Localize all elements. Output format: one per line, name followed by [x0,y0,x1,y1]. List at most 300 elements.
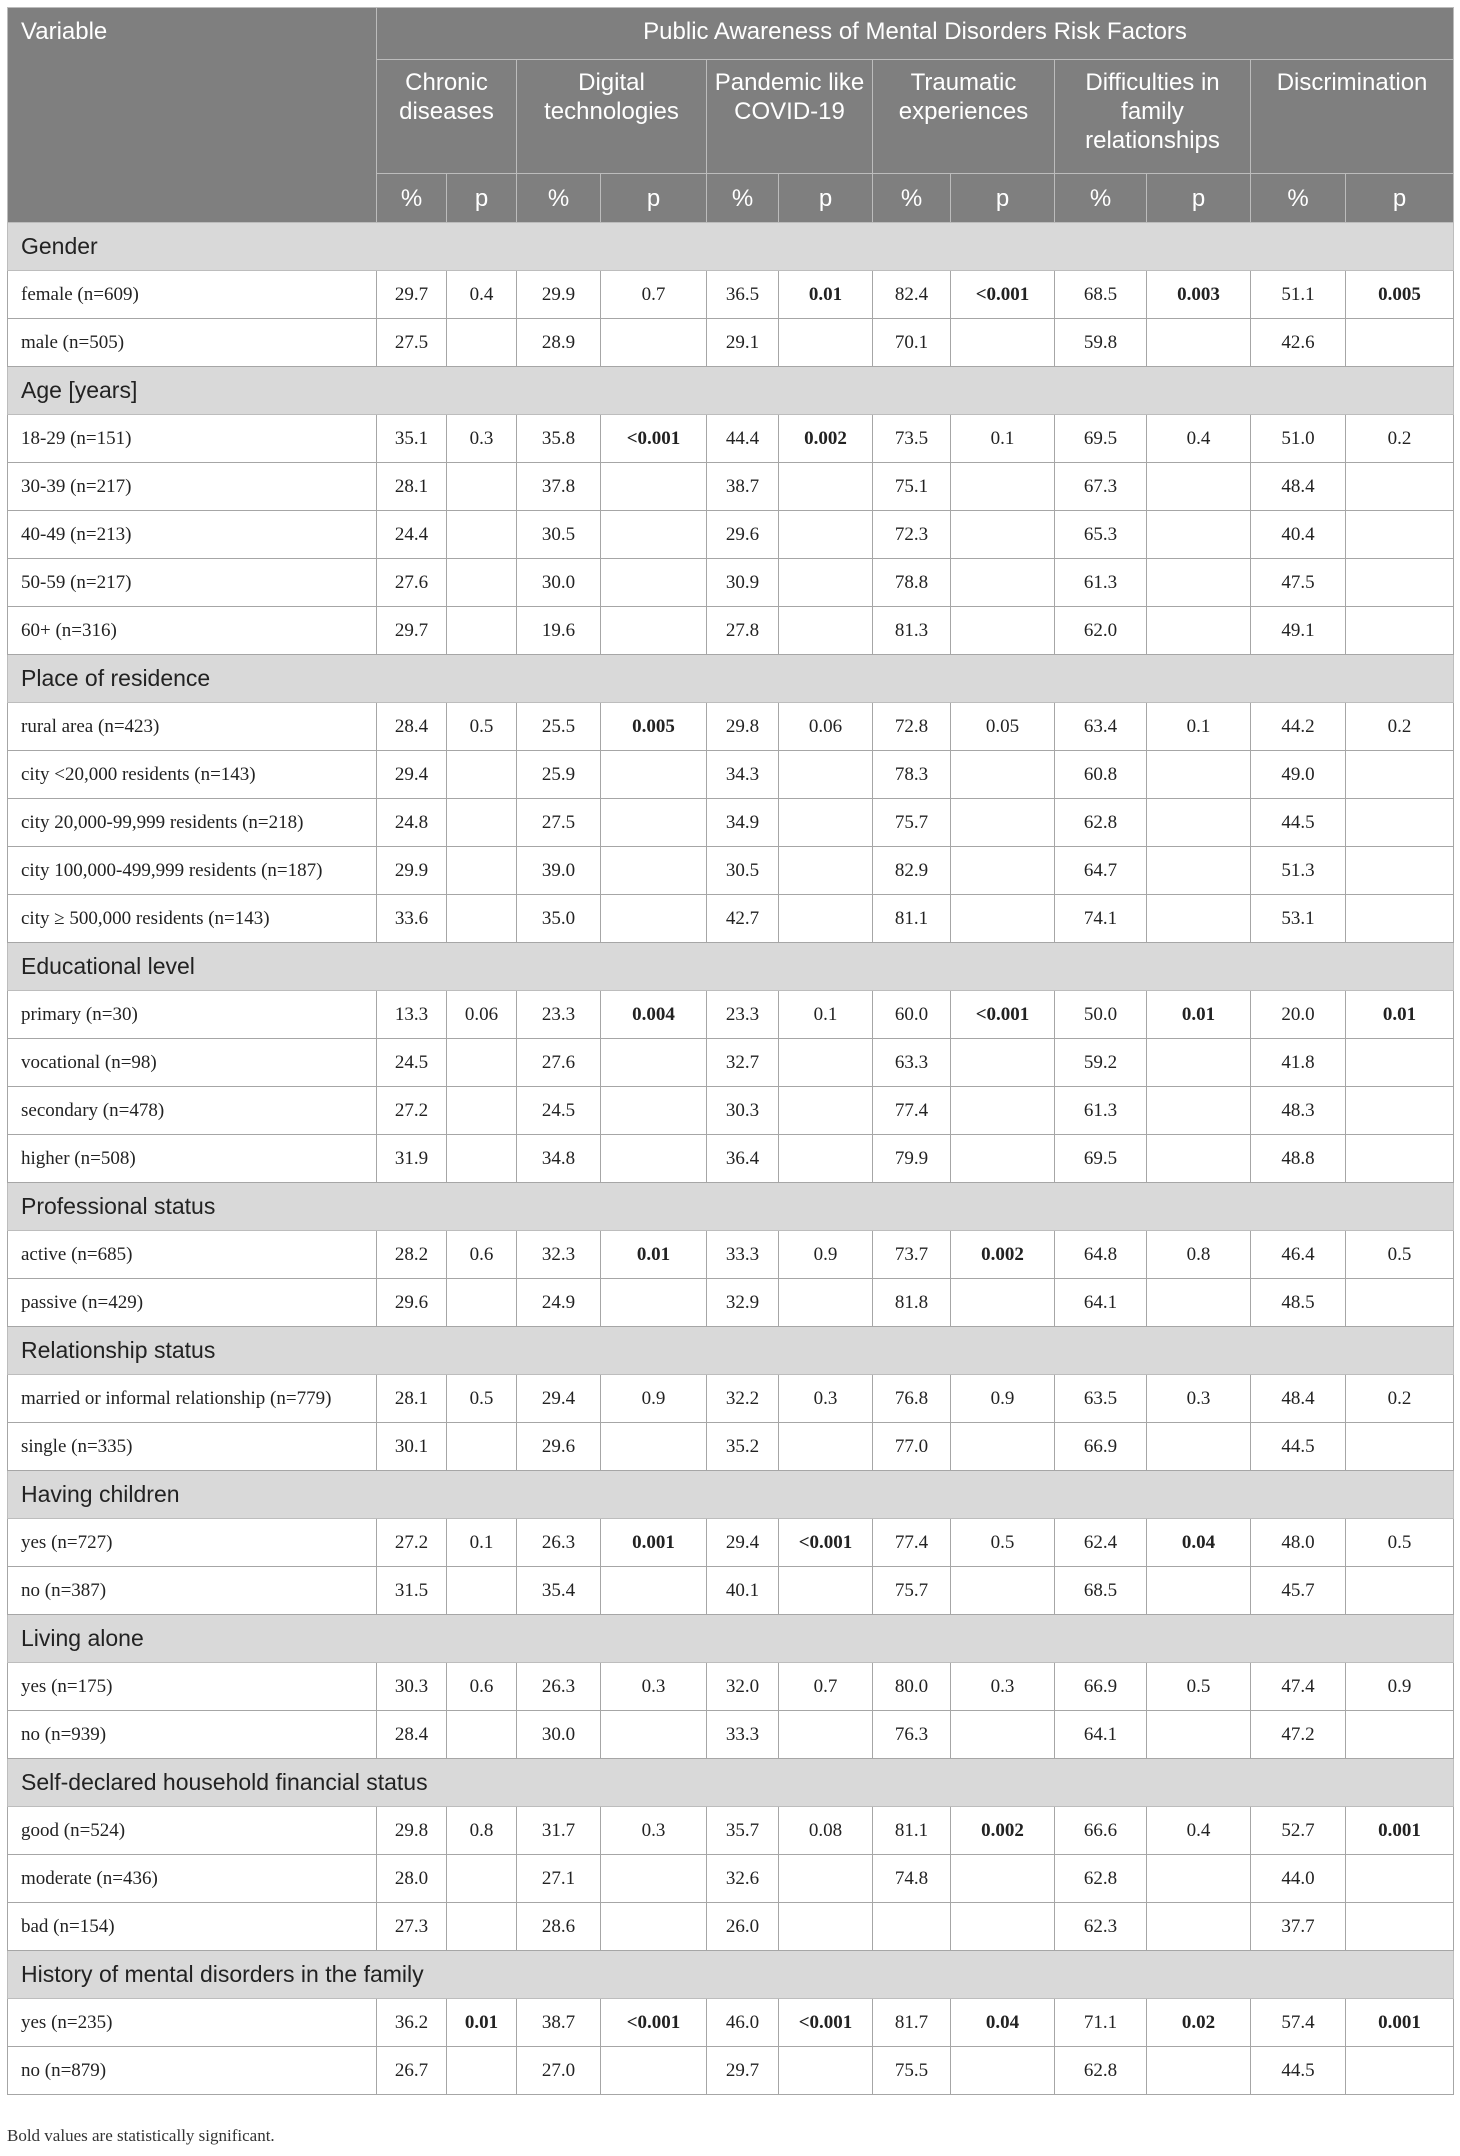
p-value-cell [1147,1279,1251,1327]
p-value-subheader: p [1147,174,1251,223]
table-row [8,559,1454,607]
row-label: female (n=609) [8,271,377,319]
percent-subheader: % [1251,174,1346,223]
percent-cell: 59.2 [1055,1039,1147,1087]
percent-cell: 35.7 [707,1807,779,1855]
percent-cell: 34.9 [707,799,779,847]
percent-cell: 44.0 [1251,1855,1346,1903]
p-value-cell: 0.9 [1346,1663,1454,1711]
percent-cell: 42.7 [707,895,779,943]
p-value-cell [1346,1567,1454,1615]
p-value-cell [1346,1039,1454,1087]
p-value-cell: <0.001 [601,415,707,463]
percent-cell: 53.1 [1251,895,1346,943]
percent-cell: 75.5 [873,2047,951,2095]
percent-cell: 34.3 [707,751,779,799]
percent-cell: 80.0 [873,1663,951,1711]
p-value-cell [447,847,517,895]
p-value-cell: 0.001 [1346,1807,1454,1855]
p-value-cell [601,847,707,895]
p-value-cell: 0.6 [447,1231,517,1279]
percent-cell: 48.5 [1251,1279,1346,1327]
percent-cell: 78.3 [873,751,951,799]
percent-cell: 64.1 [1055,1279,1147,1327]
p-value-cell: 0.8 [1147,1231,1251,1279]
p-value-cell [951,2047,1055,2095]
row-label: 50-59 (n=217) [8,559,377,607]
p-value-cell [951,1855,1055,1903]
p-value-cell [601,799,707,847]
percent-cell: 32.0 [707,1663,779,1711]
percent-cell: 62.8 [1055,2047,1147,2095]
p-value-cell [779,1567,873,1615]
p-value-cell [951,1279,1055,1327]
p-value-cell [447,463,517,511]
p-value-cell [779,511,873,559]
p-value-cell: 0.3 [601,1663,707,1711]
percent-cell: 13.3 [377,991,447,1039]
percent-cell: 44.2 [1251,703,1346,751]
p-value-cell: 0.7 [601,271,707,319]
percent-cell: 47.4 [1251,1663,1346,1711]
p-value-cell [1346,751,1454,799]
percent-cell: 63.3 [873,1039,951,1087]
p-value-cell [601,1711,707,1759]
percent-cell: 76.3 [873,1711,951,1759]
percent-cell: 29.6 [707,511,779,559]
group-header-row [8,1183,1454,1231]
percent-cell: 28.0 [377,1855,447,1903]
percent-cell: 31.9 [377,1135,447,1183]
percent-cell: 36.2 [377,1999,447,2047]
table-row [8,799,1454,847]
percent-cell: 29.7 [377,271,447,319]
p-value-cell: 0.06 [779,703,873,751]
p-value-cell: 0.002 [779,415,873,463]
percent-cell: 62.8 [1055,1855,1147,1903]
row-label: 60+ (n=316) [8,607,377,655]
percent-cell: 76.8 [873,1375,951,1423]
p-value-cell: 0.5 [1147,1663,1251,1711]
table-row [8,1855,1454,1903]
p-value-cell [1147,751,1251,799]
percent-cell: 31.5 [377,1567,447,1615]
percent-cell: 73.5 [873,415,951,463]
p-value-cell [779,607,873,655]
p-value-cell [601,1135,707,1183]
table-row [8,271,1454,319]
percent-cell: 81.1 [873,1807,951,1855]
p-value-cell [951,895,1055,943]
p-value-cell: 0.002 [951,1231,1055,1279]
percent-subheader: % [707,174,779,223]
group-header-row [8,1759,1454,1807]
factor-header-traumatic-experiences: Traumatic experiences [873,60,1055,174]
p-value-cell [1346,1855,1454,1903]
p-value-cell [951,1039,1055,1087]
percent-subheader: % [873,174,951,223]
p-value-cell [779,1135,873,1183]
percent-cell: 81.8 [873,1279,951,1327]
p-value-cell [1147,1903,1251,1951]
percent-cell: 27.6 [517,1039,601,1087]
table-row [8,1135,1454,1183]
percent-cell: 33.3 [707,1711,779,1759]
p-value-cell [1147,1423,1251,1471]
percent-cell: 29.4 [517,1375,601,1423]
p-value-cell [1147,847,1251,895]
row-label: 18-29 (n=151) [8,415,377,463]
p-value-cell [1147,1135,1251,1183]
percent-cell: 24.5 [377,1039,447,1087]
p-value-cell: 0.01 [1147,991,1251,1039]
p-value-cell [1346,319,1454,367]
percent-cell: 72.8 [873,703,951,751]
p-value-cell: 0.5 [1346,1231,1454,1279]
percent-cell: 37.8 [517,463,601,511]
table-row [8,1279,1454,1327]
percent-cell: 28.1 [377,1375,447,1423]
p-value-cell: 0.01 [601,1231,707,1279]
percent-cell: 23.3 [707,991,779,1039]
row-label: active (n=685) [8,1231,377,1279]
p-value-cell: 0.01 [1346,991,1454,1039]
p-value-cell [1346,1279,1454,1327]
percent-cell: 63.4 [1055,703,1147,751]
percent-cell: 28.2 [377,1231,447,1279]
p-value-cell [779,1711,873,1759]
percent-cell: 67.3 [1055,463,1147,511]
percent-cell: 34.8 [517,1135,601,1183]
group-title: Relationship status [8,1327,1454,1375]
group-title: History of mental disorders in the family [8,1951,1454,1999]
percent-cell: 65.3 [1055,511,1147,559]
percent-cell: 26.7 [377,2047,447,2095]
row-label: primary (n=30) [8,991,377,1039]
row-label: city ≥ 500,000 residents (n=143) [8,895,377,943]
p-value-cell [779,847,873,895]
percent-cell: 33.3 [707,1231,779,1279]
percent-cell: 49.1 [1251,607,1346,655]
percent-cell: 30.3 [707,1087,779,1135]
table-row [8,415,1454,463]
p-value-cell [779,1039,873,1087]
p-value-cell: 0.1 [951,415,1055,463]
percent-cell: 32.3 [517,1231,601,1279]
row-label: city 100,000-499,999 residents (n=187) [8,847,377,895]
percent-cell: 66.9 [1055,1423,1147,1471]
p-value-cell [1346,1087,1454,1135]
percent-cell: 27.2 [377,1519,447,1567]
percent-cell: 25.5 [517,703,601,751]
p-value-subheader: p [447,174,517,223]
p-value-cell [601,607,707,655]
p-value-cell [1346,895,1454,943]
percent-cell: 28.1 [377,463,447,511]
p-value-cell [601,1855,707,1903]
row-label: 40-49 (n=213) [8,511,377,559]
percent-cell: 29.4 [707,1519,779,1567]
percent-cell: 28.4 [377,703,447,751]
percent-cell: 35.2 [707,1423,779,1471]
p-value-cell: 0.002 [951,1807,1055,1855]
p-value-cell [447,1423,517,1471]
percent-cell: 27.0 [517,2047,601,2095]
percent-cell: 35.4 [517,1567,601,1615]
p-value-cell [951,1903,1055,1951]
percent-cell: 48.0 [1251,1519,1346,1567]
row-label: single (n=335) [8,1423,377,1471]
table-row [8,463,1454,511]
percent-cell: 61.3 [1055,1087,1147,1135]
percent-cell: 32.7 [707,1039,779,1087]
percent-cell: 30.9 [707,559,779,607]
row-label: rural area (n=423) [8,703,377,751]
p-value-cell: 0.5 [951,1519,1055,1567]
percent-cell: 62.8 [1055,799,1147,847]
p-value-cell: 0.04 [951,1999,1055,2047]
percent-cell: 38.7 [517,1999,601,2047]
table-row [8,1807,1454,1855]
percent-cell: 47.2 [1251,1711,1346,1759]
table-row [8,1519,1454,1567]
percent-cell: 29.1 [707,319,779,367]
row-label: vocational (n=98) [8,1039,377,1087]
p-value-cell [447,1855,517,1903]
percent-cell: 50.0 [1055,991,1147,1039]
p-value-cell [779,1087,873,1135]
percent-subheader: % [1055,174,1147,223]
percent-cell: 71.1 [1055,1999,1147,2047]
percent-cell: 27.5 [517,799,601,847]
row-label: yes (n=175) [8,1663,377,1711]
p-value-cell [1346,1903,1454,1951]
p-value-cell [951,559,1055,607]
row-label: no (n=939) [8,1711,377,1759]
p-value-cell: 0.2 [1346,415,1454,463]
p-value-cell [779,2047,873,2095]
p-value-cell [779,559,873,607]
percent-cell: 72.3 [873,511,951,559]
p-value-cell [601,1423,707,1471]
group-header-row [8,1471,1454,1519]
row-label: yes (n=727) [8,1519,377,1567]
row-label: secondary (n=478) [8,1087,377,1135]
group-header-row [8,943,1454,991]
p-value-cell [779,751,873,799]
risk-factors-table [7,7,1454,2095]
row-label: 30-39 (n=217) [8,463,377,511]
row-label: no (n=387) [8,1567,377,1615]
percent-cell: 46.4 [1251,1231,1346,1279]
percent-cell: 24.8 [377,799,447,847]
percent-cell: 24.9 [517,1279,601,1327]
p-value-cell [601,1279,707,1327]
percent-cell: 66.9 [1055,1663,1147,1711]
table-row [8,703,1454,751]
p-value-subheader: p [951,174,1055,223]
percent-cell: 26.3 [517,1519,601,1567]
table-footnote: Bold values are statistically significant. [7,2126,275,2145]
percent-cell: 48.3 [1251,1087,1346,1135]
p-value-cell [1147,607,1251,655]
percent-cell: 24.5 [517,1087,601,1135]
row-label: married or informal relationship (n=779) [8,1375,377,1423]
table-row [8,1567,1454,1615]
p-value-cell [779,463,873,511]
percent-cell: 79.9 [873,1135,951,1183]
table-row [8,1231,1454,1279]
p-value-cell: 0.02 [1147,1999,1251,2047]
percent-cell: 27.8 [707,607,779,655]
p-value-cell [447,511,517,559]
p-value-cell: <0.001 [951,991,1055,1039]
percent-cell: 78.8 [873,559,951,607]
p-value-cell [1147,559,1251,607]
percent-cell: 44.5 [1251,1423,1346,1471]
percent-cell [873,1903,951,1951]
p-value-cell: 0.5 [447,703,517,751]
percent-cell: 24.4 [377,511,447,559]
p-value-cell [601,895,707,943]
p-value-cell: <0.001 [779,1519,873,1567]
percent-cell: 28.4 [377,1711,447,1759]
p-value-cell [601,2047,707,2095]
percent-cell: 33.6 [377,895,447,943]
variable-header: Variable [8,8,377,223]
table-row [8,1711,1454,1759]
p-value-cell [447,1039,517,1087]
p-value-cell [601,751,707,799]
p-value-cell [447,1711,517,1759]
percent-cell: 25.9 [517,751,601,799]
p-value-cell [779,1423,873,1471]
p-value-cell [1346,607,1454,655]
group-title: Place of residence [8,655,1454,703]
p-value-cell: 0.2 [1346,703,1454,751]
percent-cell: 64.7 [1055,847,1147,895]
p-value-cell: 0.1 [1147,703,1251,751]
p-value-cell [1147,319,1251,367]
p-value-cell: 0.1 [447,1519,517,1567]
p-value-cell [1346,2047,1454,2095]
percent-cell: 48.4 [1251,463,1346,511]
row-label: city 20,000-99,999 residents (n=218) [8,799,377,847]
table-title-header: Public Awareness of Mental Disorders Risk Factors [377,8,1454,60]
p-value-cell: 0.001 [1346,1999,1454,2047]
row-label: no (n=879) [8,2047,377,2095]
percent-cell: 60.0 [873,991,951,1039]
p-value-cell: <0.001 [951,271,1055,319]
row-label: moderate (n=436) [8,1855,377,1903]
percent-cell: 82.9 [873,847,951,895]
percent-cell: 81.7 [873,1999,951,2047]
percent-cell: 74.1 [1055,895,1147,943]
table-row [8,607,1454,655]
p-value-cell: 0.5 [447,1375,517,1423]
percent-subheader: % [377,174,447,223]
row-label: good (n=524) [8,1807,377,1855]
percent-cell: 29.8 [707,703,779,751]
p-value-cell [1147,2047,1251,2095]
table-row [8,1039,1454,1087]
p-value-cell [951,847,1055,895]
row-label: bad (n=154) [8,1903,377,1951]
p-value-subheader: p [1346,174,1454,223]
percent-cell: 28.9 [517,319,601,367]
percent-cell: 27.3 [377,1903,447,1951]
p-value-cell: 0.001 [601,1519,707,1567]
p-value-cell [1346,511,1454,559]
p-value-cell [1346,799,1454,847]
percent-cell: 64.1 [1055,1711,1147,1759]
p-value-cell [447,1279,517,1327]
percent-cell: 26.3 [517,1663,601,1711]
percent-cell: 44.4 [707,415,779,463]
group-header-row [8,1327,1454,1375]
p-value-cell: 0.8 [447,1807,517,1855]
p-value-cell: 0.06 [447,991,517,1039]
percent-cell: 32.6 [707,1855,779,1903]
p-value-cell [447,559,517,607]
p-value-cell [447,607,517,655]
p-value-cell [951,511,1055,559]
percent-cell: 69.5 [1055,1135,1147,1183]
p-value-cell [1346,847,1454,895]
p-value-cell [1147,1087,1251,1135]
p-value-cell: <0.001 [779,1999,873,2047]
percent-cell: 35.0 [517,895,601,943]
table-row [8,991,1454,1039]
p-value-cell: 0.003 [1147,271,1251,319]
p-value-cell [1147,1567,1251,1615]
p-value-cell [601,319,707,367]
p-value-cell: 0.2 [1346,1375,1454,1423]
group-header-row [8,1615,1454,1663]
group-title: Self-declared household financial status [8,1759,1454,1807]
percent-cell: 40.4 [1251,511,1346,559]
percent-cell: 51.1 [1251,271,1346,319]
percent-cell: 19.6 [517,607,601,655]
percent-cell: 45.7 [1251,1567,1346,1615]
p-value-cell [951,1135,1055,1183]
p-value-cell [447,895,517,943]
p-value-cell: 0.004 [601,991,707,1039]
group-title: Professional status [8,1183,1454,1231]
p-value-cell [447,799,517,847]
percent-cell: 27.1 [517,1855,601,1903]
percent-cell: 41.8 [1251,1039,1346,1087]
p-value-cell: 0.9 [779,1231,873,1279]
p-value-cell: 0.05 [951,703,1055,751]
percent-cell: 38.7 [707,463,779,511]
p-value-cell [1346,559,1454,607]
group-title: Age [years] [8,367,1454,415]
p-value-cell: 0.4 [447,271,517,319]
p-value-cell: 0.1 [779,991,873,1039]
percent-cell: 81.1 [873,895,951,943]
p-value-cell [951,1087,1055,1135]
group-title: Living alone [8,1615,1454,1663]
p-value-cell: 0.4 [1147,1807,1251,1855]
percent-cell: 51.0 [1251,415,1346,463]
percent-cell: 68.5 [1055,1567,1147,1615]
p-value-cell: 0.9 [601,1375,707,1423]
percent-cell: 32.9 [707,1279,779,1327]
percent-cell: 63.5 [1055,1375,1147,1423]
p-value-cell: 0.01 [779,271,873,319]
percent-cell: 30.3 [377,1663,447,1711]
